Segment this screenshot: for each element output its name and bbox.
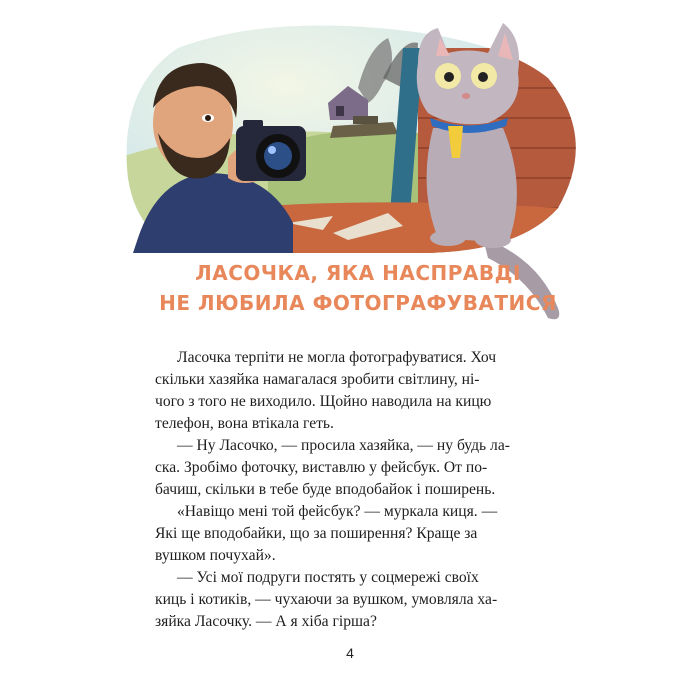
text-line: Ласочка терпіти не могла фотографуватися. Хоч xyxy=(177,349,497,366)
text-line: Які ще вподобайки, що за поширення? Краще за xyxy=(155,525,478,542)
text-line: телефон, вона втікала геть. xyxy=(155,415,334,432)
text-line: — Усі мої подруги постять у соцмережі своїх xyxy=(177,569,479,586)
text-line: «Навіщо мені той фейсбук? — муркала киця. — xyxy=(177,503,498,520)
text-line: бачиш, скільки в тебе буде вподобайок і поширень. xyxy=(155,481,496,498)
chapter-title-line-1: ЛАСОЧКА, ЯКА НАСПРАВДІ xyxy=(195,261,521,285)
text-line: киць і котиків, — чухаючи за вушком, умовляла ха- xyxy=(155,591,498,608)
text-line: чого з того не виходило. Щойно наводила на кицю xyxy=(155,393,492,410)
text-line: зяйка Ласочку. — А я хіба гірша? xyxy=(155,613,377,630)
page-number: 4 xyxy=(346,645,354,661)
text-line: вушком почухай». xyxy=(155,547,276,564)
chapter-title-line-2: НЕ ЛЮБИЛА ФОТОГРАФУВАТИСЯ xyxy=(159,291,557,315)
text-line: — Ну Ласочко, — просила хазяйка, — ну будь ла- xyxy=(177,437,510,454)
chapter-title xyxy=(148,258,568,318)
story-text xyxy=(155,347,545,633)
text-line: ска. Зробімо фоточку, виставлю у фейсбук. От по- xyxy=(155,459,488,476)
text-line: скільки хазяйка намагалася зробити світлину, ні- xyxy=(155,371,480,388)
camera-icon xyxy=(236,120,306,181)
